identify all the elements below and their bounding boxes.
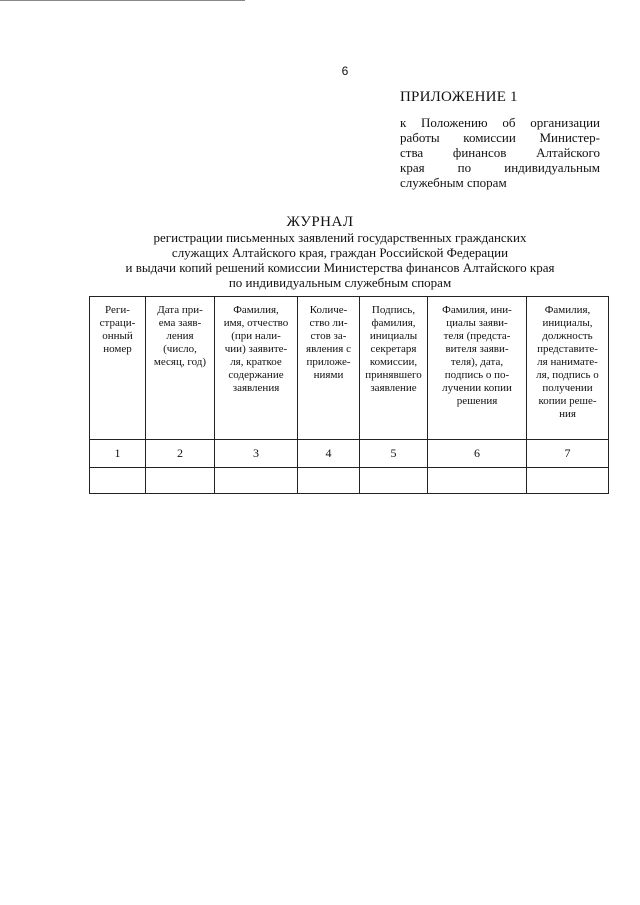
subtitle-word: к: [400, 115, 407, 130]
empty-cell: [527, 468, 609, 494]
subtitle-word: об: [502, 115, 516, 130]
header-line: ля, краткое: [230, 356, 282, 368]
subtitle-word: Министер-: [539, 130, 600, 145]
header-line: ниями: [313, 369, 344, 381]
appendix-subtitle-line: [400, 160, 600, 175]
subtitle-word: по: [457, 160, 472, 175]
column-number: 3: [215, 440, 298, 468]
header-line: теля (предста-: [443, 330, 511, 342]
header-line: вителя заяви-: [445, 343, 509, 355]
header-line: Реги-: [105, 304, 130, 316]
header-cell-5: [360, 297, 428, 440]
header-cell-7: [527, 297, 609, 440]
header-line: теля), дата,: [450, 356, 504, 368]
appendix-title: ПРИЛОЖЕНИЕ 1: [400, 89, 518, 105]
header-cell-2: [146, 297, 215, 440]
subtitle-word: края: [400, 160, 425, 175]
header-line: заявление: [370, 382, 417, 394]
header-line: явления с: [306, 343, 351, 355]
header-line: представите-: [537, 343, 598, 355]
header-line: онный: [102, 330, 133, 342]
journal-description: [70, 230, 610, 290]
appendix-subtitle-line: [400, 115, 600, 130]
subtitle-word: ства: [400, 145, 424, 160]
header-line: секретаря: [370, 343, 417, 355]
header-line: лучении копии: [442, 382, 512, 394]
subtitle-word: работы: [400, 130, 440, 145]
appendix-subtitle-line: [400, 130, 600, 145]
header-cell-6: [428, 297, 527, 440]
subtitle-word: Алтайского: [536, 145, 600, 160]
journal-title: ЖУРНАЛ: [286, 214, 354, 230]
header-line: номер: [103, 343, 132, 355]
registration-table: [89, 296, 609, 494]
header-cell-4: [298, 297, 360, 440]
header-line: Фамилия, ини-: [442, 304, 512, 316]
header-cell-3: [215, 297, 298, 440]
column-number-row: [90, 440, 609, 468]
subtitle-word: служебным спорам: [400, 175, 507, 190]
subtitle-word: финансов: [452, 145, 507, 160]
header-line: ния: [559, 408, 576, 420]
header-line: комиссии,: [369, 356, 418, 368]
header-line: циалы заяви-: [446, 317, 508, 329]
journal-description-line: и выдачи копий решений комиссии Министерства финансов Алтайского края: [125, 260, 555, 275]
header-line: инициалы: [369, 330, 418, 342]
column-number: 4: [298, 440, 360, 468]
header-line: копии реше-: [538, 395, 597, 407]
header-line: (при нали-: [231, 330, 281, 342]
column-number: 5: [360, 440, 428, 468]
subtitle-word: комиссии: [463, 130, 516, 145]
header-line: ство ли-: [309, 317, 348, 329]
appendix-subtitle-line: [400, 175, 600, 190]
header-line: подпись о по-: [444, 369, 510, 381]
header-row: [90, 297, 609, 440]
header-line: Подпись,: [371, 304, 416, 316]
column-number: 7: [527, 440, 609, 468]
header-line: Количе-: [309, 304, 348, 316]
header-line: месяц, год): [153, 356, 207, 368]
header-line: фамилия,: [371, 317, 416, 329]
subtitle-word: Положению: [421, 115, 488, 130]
header-line: имя, отчество: [223, 317, 289, 329]
header-line: ля нанимате-: [537, 356, 598, 368]
top-rule: [0, 0, 245, 1]
column-number: 6: [428, 440, 527, 468]
empty-cell: [90, 468, 146, 494]
journal-description-line: служащих Алтайского края, граждан Российской Федерации: [171, 245, 509, 260]
header-line: ля, подпись о: [536, 369, 599, 381]
header-line: Фамилия,: [233, 304, 279, 316]
empty-cell: [360, 468, 428, 494]
header-line: инициалы,: [542, 317, 593, 329]
header-line: приложе-: [306, 356, 351, 368]
header-line: заявления: [232, 382, 280, 394]
header-line: получении: [542, 382, 593, 394]
header-line: ема заяв-: [158, 317, 202, 329]
column-number: 1: [90, 440, 146, 468]
empty-cell: [215, 468, 298, 494]
header-line: стов за-: [310, 330, 347, 342]
appendix-subtitle-line: [400, 145, 600, 160]
header-line: Дата при-: [157, 304, 203, 316]
header-line: страци-: [99, 317, 136, 329]
empty-cell: [146, 468, 215, 494]
subtitle-word: организации: [530, 115, 600, 130]
header-line: ления: [166, 330, 194, 342]
empty-cell: [428, 468, 527, 494]
header-line: содержание: [228, 369, 284, 381]
header-line: (число,: [163, 343, 197, 355]
appendix-subtitle: [400, 115, 600, 190]
column-number: 2: [146, 440, 215, 468]
header-line: решения: [456, 395, 498, 407]
header-line: должность: [542, 330, 593, 342]
empty-cell: [298, 468, 360, 494]
subtitle-word: индивидуальным: [504, 160, 600, 175]
header-cell-1: [90, 297, 146, 440]
journal-description-line: регистрации письменных заявлений государственных гражданских: [153, 230, 527, 245]
header-line: чии) заявите-: [224, 343, 288, 355]
header-line: принявшего: [365, 369, 422, 381]
journal-description-line: по индивидуальным служебным спорам: [228, 275, 452, 290]
page-number: 6: [341, 64, 349, 78]
empty-row: [90, 468, 609, 494]
header-line: Фамилия,: [544, 304, 591, 316]
